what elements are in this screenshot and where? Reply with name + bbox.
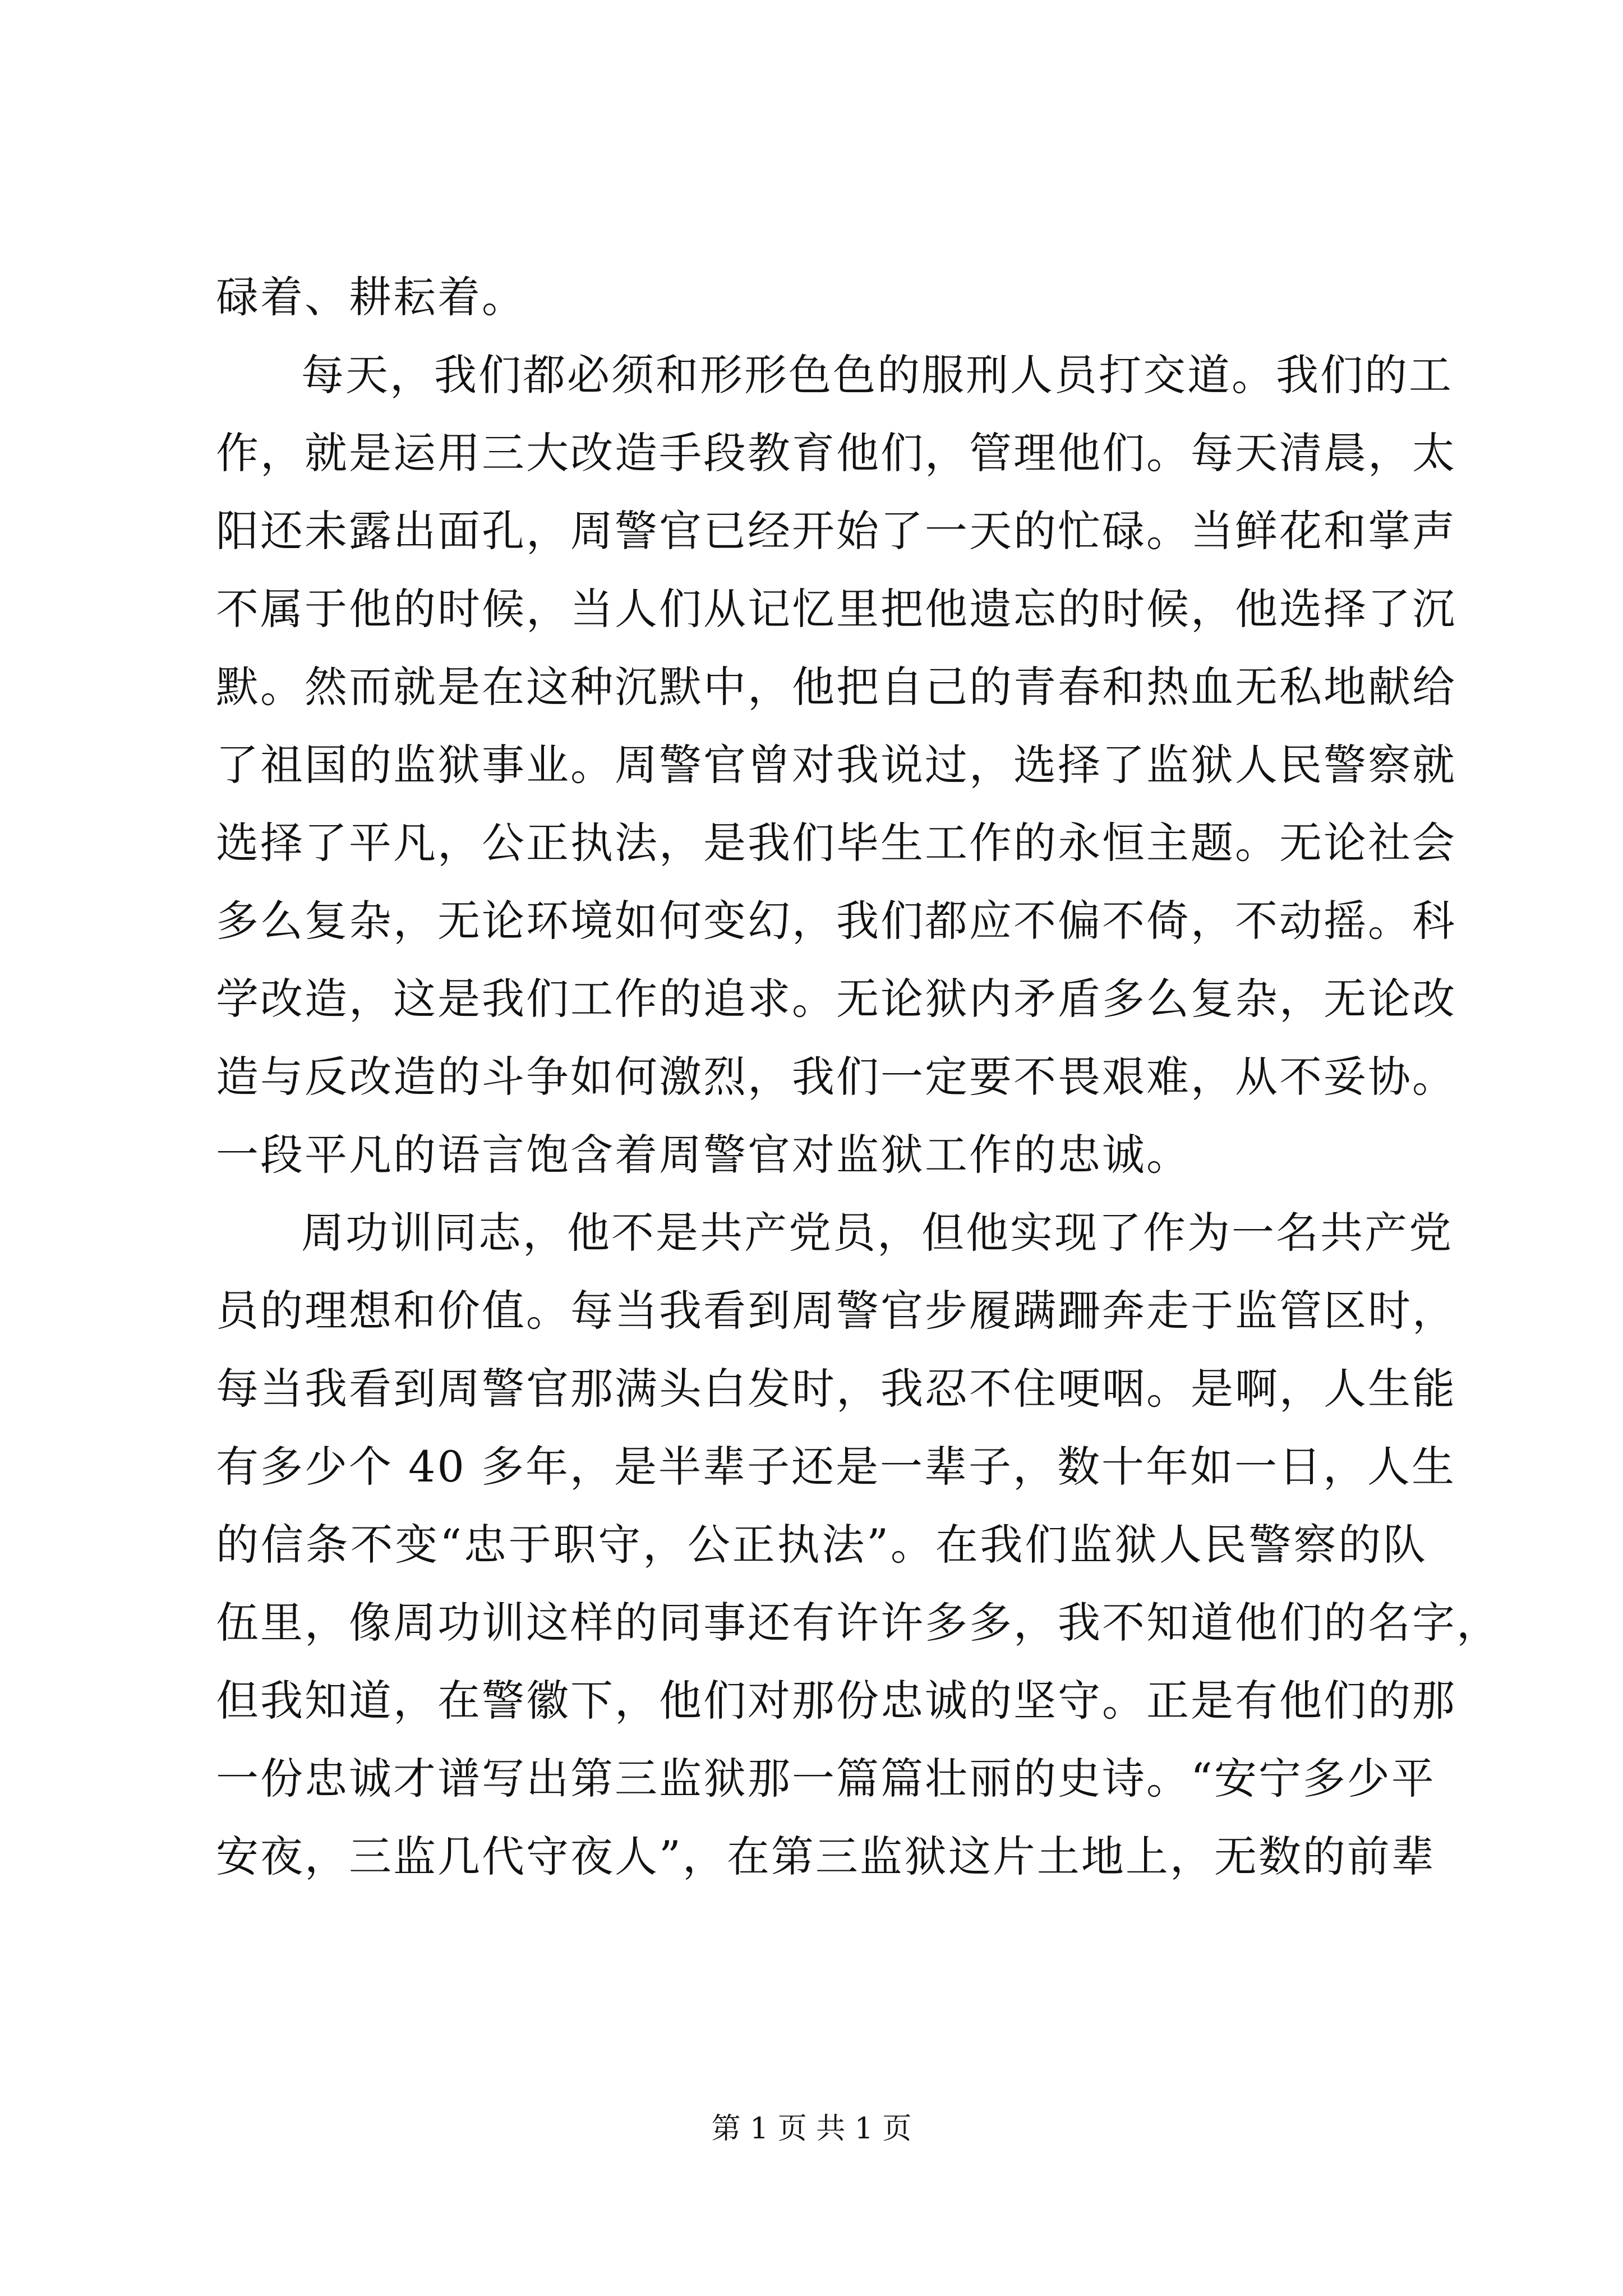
text-line: 多么复杂，无论环境如何变幻，我们都应不偏不倚，不动摇。科 [216,896,1456,946]
text-line: 但我知道，在警徽下，他们对那份忠诚的坚守。正是有他们的那 [216,1676,1456,1726]
text-line: 了祖国的监狱事业。周警官曾对我说过，选择了监狱人民警察就 [216,740,1456,790]
text-line: 造与反改造的斗争如何激烈，我们一定要不畏艰难，从不妥协。 [216,1052,1456,1102]
text-line: 员的理想和价值。每当我看到周警官步履蹒跚奔走于监管区时， [216,1286,1456,1336]
text-line: 阳还未露出面孔，周警官已经开始了一天的忙碌。当鲜花和掌声 [216,506,1456,556]
text-line: 作，就是运用三大改造手段教育他们，管理他们。每天清晨，太 [216,428,1456,478]
text-line: 周功训同志，他不是共产党员，但他实现了作为一名共产党 [301,1208,1453,1258]
page-number-label: 第 1 页 共 1 页 [711,2112,912,2146]
text-line: 伍里，像周功训这样的同事还有许许多多，我不知道他们的名字， [216,1598,1501,1648]
text-line: 每当我看到周警官那满头白发时，我忍不住哽咽。是啊，人生能 [216,1364,1456,1414]
text-line: 选择了平凡，公正执法，是我们毕生工作的永恒主题。无论社会 [216,818,1456,868]
text-line: 有多少个 40 多年，是半辈子还是一辈子，数十年如一日，人生 [216,1442,1456,1492]
text-line: 一段平凡的语言饱含着周警官对监狱工作的忠诚。 [216,1130,1191,1180]
text-line: 不属于他的时候，当人们从记忆里把他遗忘的时候，他选择了沉 [216,584,1456,634]
page-footer [0,2109,1623,2148]
text-line: 默。然而就是在这种沉默中，他把自己的青春和热血无私地献给 [216,662,1456,712]
text-line: 的信条不变“忠于职守，公正执法”。在我们监狱人民警察的队 [216,1520,1427,1570]
text-line: 学改造，这是我们工作的追求。无论狱内矛盾多么复杂，无论改 [216,974,1456,1024]
text-line: 每天，我们都必须和形形色色的服刑人员打交道。我们的工 [301,350,1453,400]
text-line: 一份忠诚才谱写出第三监狱那一篇篇壮丽的史诗。“安宁多少平 [216,1754,1436,1803]
text-line: 安夜，三监几代守夜人”，在第三监狱这片土地上，无数的前辈 [216,1832,1436,1881]
text-line: 碌着、耕耘着。 [216,272,526,322]
